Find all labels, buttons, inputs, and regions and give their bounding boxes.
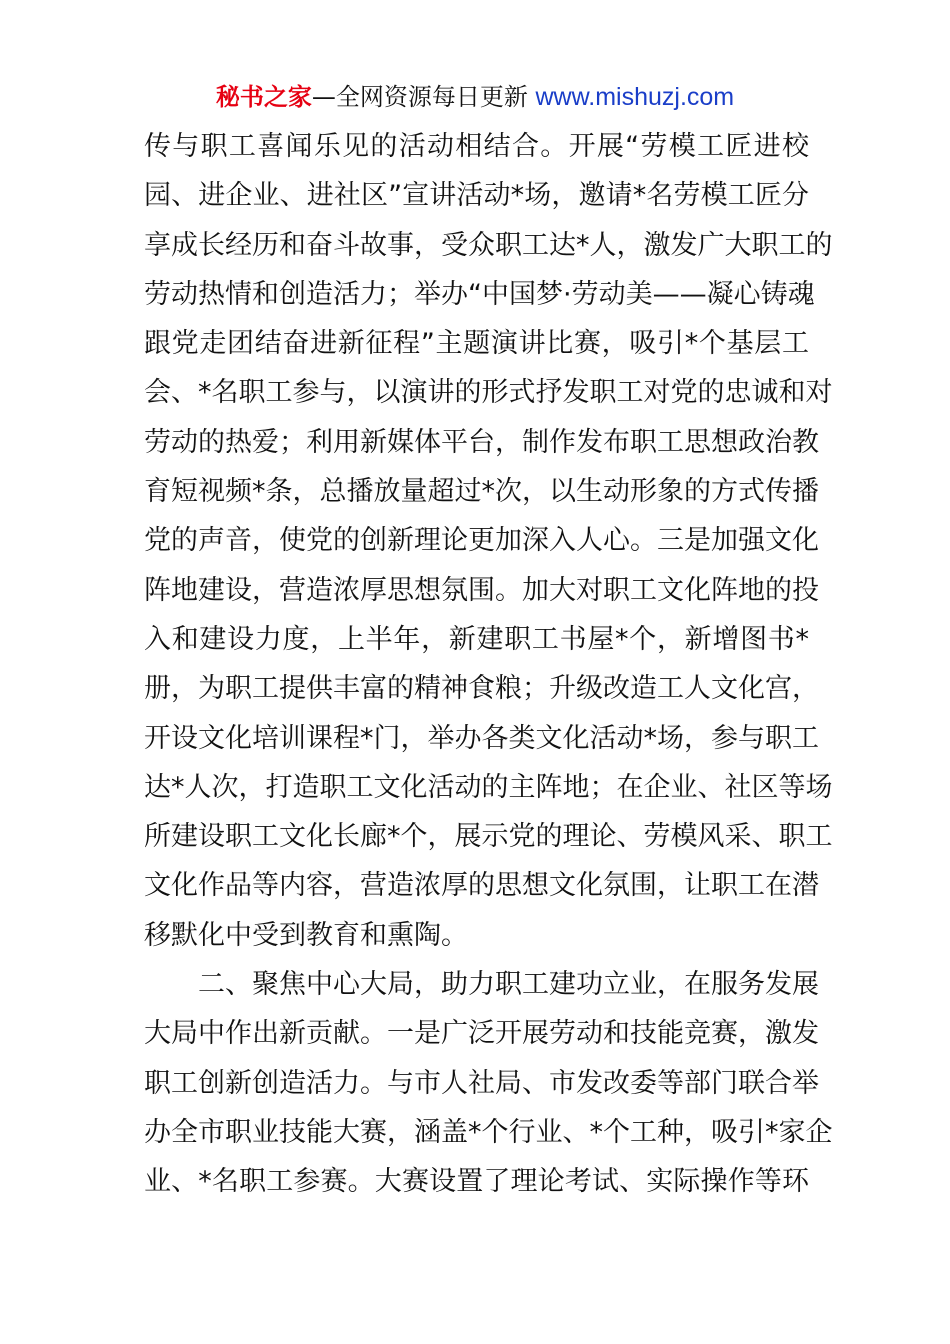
site-brand: 秘书之家	[215, 83, 312, 111]
text-line: 育短视频*条，总播放量超过*次，以生动形象的方式传播	[144, 476, 819, 508]
site-url: www.mishuzj.com	[535, 83, 735, 111]
page-header	[0, 80, 950, 114]
text-line: 园、进企业、进社区”宣讲活动*场，邀请*名劳模工匠分	[144, 180, 809, 212]
text-line: 劳动热情和创造活力；举办“中国梦·劳动美——凝心铸魂	[144, 278, 815, 310]
text-line: 开设文化培训课程*门，举办各类文化活动*场，参与职工	[144, 722, 819, 754]
text-line: 享成长经历和奋斗故事，受众职工达*人，激发广大职工的	[144, 229, 833, 261]
site-tagline: —全网资源每日更新	[311, 83, 536, 111]
paragraph-end-line: 移默化中受到教育和熏陶。	[144, 919, 468, 951]
text-line: 所建设职工文化长廊*个，展示党的理论、劳模风采、职工	[144, 821, 833, 853]
text-line: 业、*名职工参赛。大赛设置了理论考试、实际操作等环	[144, 1166, 809, 1198]
document-body	[144, 122, 833, 1207]
text-line: 文化作品等内容，营造浓厚的思想文化氛围，让职工在潜	[144, 870, 819, 902]
text-line: 传与职工喜闻乐见的活动相结合。开展“劳模工匠进校	[144, 131, 809, 162]
text-line: 职工创新创造活力。与市人社局、市发改委等部门联合举	[144, 1067, 819, 1099]
text-line: 入和建设力度，上半年，新建职工书屋*个，新增图书*	[144, 623, 809, 655]
text-line: 办全市职业技能大赛，涵盖*个行业、*个工种，吸引*家企	[144, 1116, 833, 1148]
text-line: 劳动的热爱；利用新媒体平台，制作发布职工思想政治教	[144, 426, 819, 458]
text-line: 会、*名职工参与，以演讲的形式抒发职工对党的忠诚和对	[144, 377, 833, 409]
text-line: 达*人次，打造职工文化活动的主阵地；在企业、社区等场	[144, 771, 833, 803]
text-line: 阵地建设，营造浓厚思想氛围。加大对职工文化阵地的投	[144, 574, 819, 606]
section-heading-line: 二、聚焦中心大局，助力职工建功立业，在服务发展	[198, 969, 819, 1001]
text-line: 大局中作出新贡献。一是广泛开展劳动和技能竞赛，激发	[144, 1018, 819, 1050]
text-line: 册，为职工提供丰富的精神食粮；升级改造工人文化宫，	[144, 673, 819, 705]
text-line: 跟党走团结奋进新征程”主题演讲比赛，吸引*个基层工	[144, 328, 809, 360]
text-line: 党的声音，使党的创新理论更加深入人心。三是加强文化	[144, 525, 819, 557]
